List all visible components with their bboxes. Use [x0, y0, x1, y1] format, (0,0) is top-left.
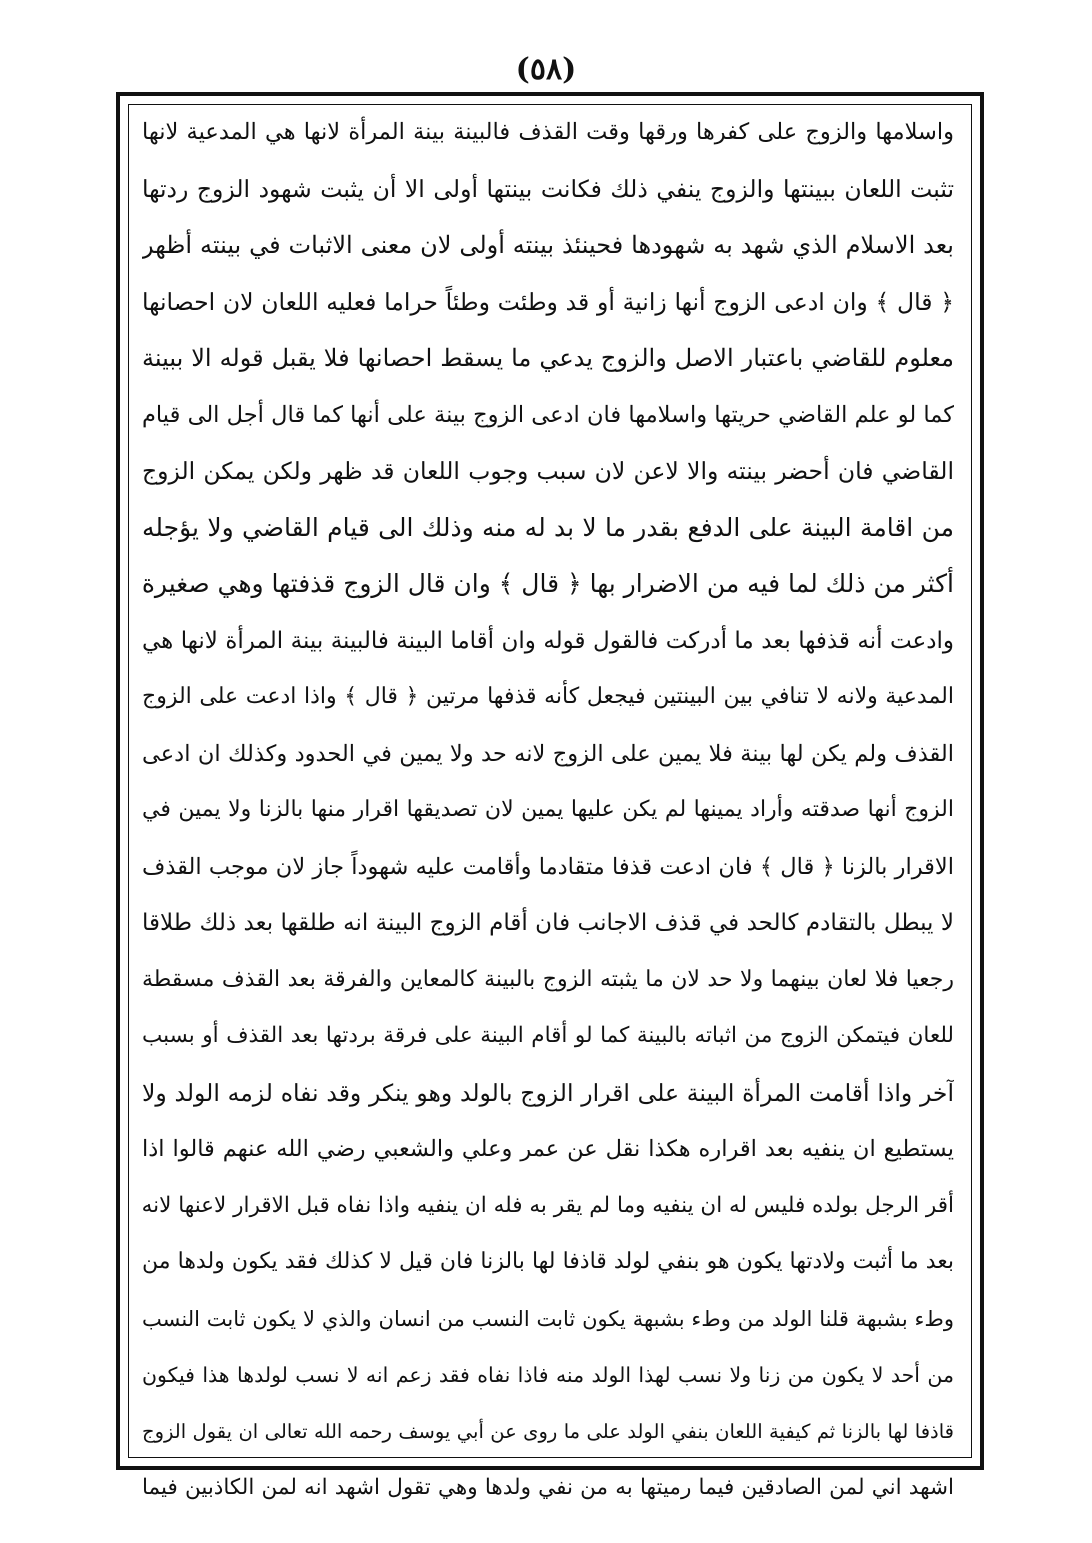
- text-line: من أحد لا يكون من زنا ولا نسب لهذا الولد منه فاذا نفاه فقد زعم انه لا نسب لولدها هذا فيكون: [142, 1363, 954, 1387]
- text-line: لا يبطل بالتقادم كالحد في قذف الاجانب فان أقام الزوج البينة انه طلقها بعد ذلك طلاقا: [142, 910, 954, 936]
- text-line: الاقرار بالزنا ﴿ قال ﴾ فان ادعت قذفا متقادما وأقامت عليه شهوداً جاز لان موجب القذف: [142, 853, 954, 880]
- text-line: وطء بشبهة قلنا الولد من وطء بشبهة يكون ثابت النسب من انسان والذي لا يكون ثابت النسب: [142, 1306, 954, 1331]
- text-line: واسلامها والزوج على كفرها ورقها وقت القذف فالبينة بينة المرأة لانها هي المدعية لانها: [142, 119, 954, 145]
- text-line: المدعية ولانه لا تنافي بين البينتين فيجعل كأنه قذفها مرتين ﴿ قال ﴾ واذا ادعت على الزوج: [142, 684, 954, 709]
- text-line: القاضي فان أحضر بينته والا لاعن لان سبب وجوب اللعان قد ظهر ولكن يمكن الزوج: [142, 457, 954, 485]
- text-line: اشهد اني لمن الصادقين فيما رميتها به من نفي ولدها وهي تقول اشهد انه لمن الكاذبين فيما: [142, 1475, 954, 1500]
- text-line: آخر واذا أقامت المرأة البينة على اقرار الزوج بالولد وهو ينكر وقد نفاه لزمه الولد ولا: [142, 1078, 954, 1107]
- text-line: رجعيا فلا لعان بينهما ولا حد لان ما يثبته الزوج بالبينة كالمعاين والفرقة بعد القذف مسقطة: [142, 966, 954, 992]
- text-line: أكثر من ذلك لما فيه من الاضرار بها ﴿ قال ﴾ وان قال الزوج قذفتها وهي صغيرة: [142, 569, 954, 598]
- text-line: القذف ولم يكن لها بينة فلا يمين على الزوج لانه حد ولا يمين في الحدود وكذلك ان ادعى: [142, 740, 954, 767]
- text-line: أقر الرجل بولده فليس له ان ينفيه وما لم يقر به فله ان ينفيه واذا نفاه قبل الاقرار لاعنها لانه: [142, 1192, 954, 1218]
- text-line: تثبت اللعان ببينتها والزوج ينفي ذلك فكانت بينتها أولى الا أن يثبت شهود الزوج ردتها: [142, 174, 954, 203]
- text-line: الزوج أنها صدقته وأراد يمينها لم يكن عليها يمين لان تصديقها اقرار منها بالزنا ولا يمين في: [142, 797, 954, 822]
- text-line: بعد الاسلام الذي شهد به شهودها فحينئذ بينته أولى لان معنى الاثبات في بينته أظهر: [142, 231, 954, 259]
- text-line: معلوم للقاضي باعتبار الاصل والزوج يدعي ما يسقط احصانها فلا يقبل قوله الا ببينة: [142, 344, 954, 372]
- text-line: كما لو علم القاضي حريتها واسلامها فان ادعى الزوج بينة على أنها كما قال أجل الى قيام: [142, 401, 954, 428]
- text-line: قاذفا لها بالزنا ثم كيفية اللعان بنفي الولد على ما روى عن أبي يوسف رحمه الله تعالى ان يقول الزوج: [142, 1419, 954, 1443]
- body-text: [142, 104, 954, 1517]
- text-line: بعد ما أثبت ولادتها يكون هو بنفي لولد قاذفا لها بالزنا فان قيل لا كذلك فقد يكون ولدها من: [142, 1249, 954, 1274]
- page-number: (٥٨): [515, 52, 577, 87]
- text-line: من اقامة البينة على الدفع بقدر ما لا بد له منه وذلك الى قيام القاضي ولا يؤجله: [142, 512, 954, 542]
- text-line: للعان فيتمكن الزوج من اثباته بالبينة كما لو أقام البينة على فرقة بردتها بعد القذف أو بسبب: [142, 1023, 954, 1048]
- text-line: وادعت أنه قذفها بعد ما أدركت فالقول قوله وان أقاما البينة فالبينة بينة المرأة لانها هي: [142, 627, 954, 654]
- text-line: يستطيع ان ينفيه بعد اقراره هكذا نقل عن عمر وعلي والشعبي رضي الله عنهم قالوا اذا: [142, 1136, 954, 1162]
- text-line: ﴿ قال ﴾ وان ادعى الزوج أنها زانية أو قد وطئت وطئاً حراما فعليه اللعان لان احصانها: [142, 287, 954, 316]
